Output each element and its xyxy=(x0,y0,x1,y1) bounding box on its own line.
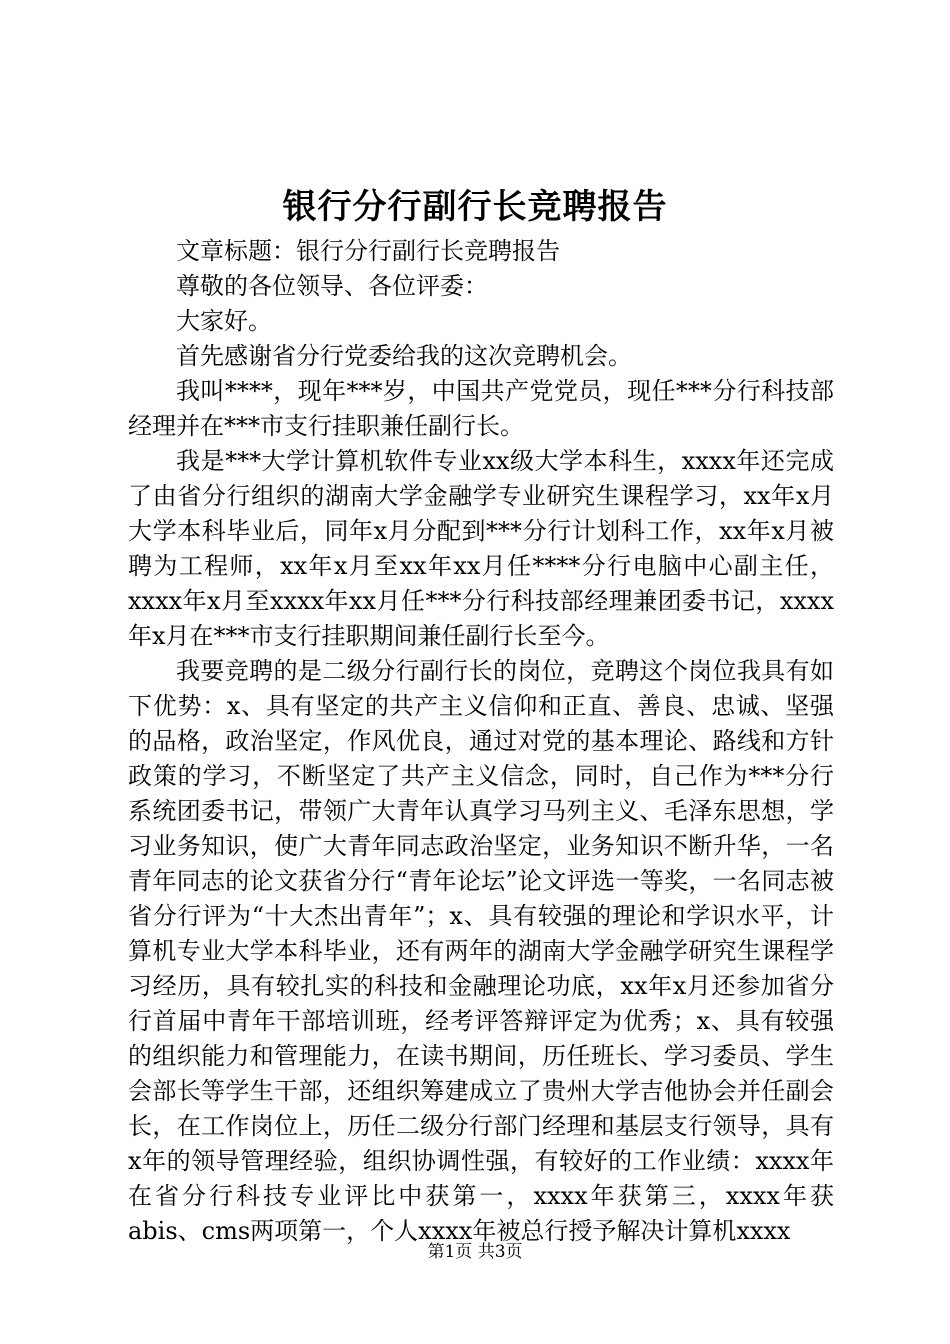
paragraph-article-title: 文章标题：银行分行副行长竞聘报告 xyxy=(176,237,560,265)
paragraph-greeting: 大家好。 xyxy=(176,307,272,335)
paragraph-salutation: 尊敬的各位领导、各位评委： xyxy=(176,272,488,300)
paragraph-education-career: 我是***大学计算机软件专业xx级大学本科生，xxxx年还完成了由省分行组织的湖南大学金融学专业研究生课程学习，xx年x月大学本科毕业后，同年x月分配到***分行计划科工作，xx年x月被聘为工程师，xx年x月至xx年xx月任****分行电脑中心副主任，xxxx年x月至xxxx年xx月任***分行科技部经理兼团委书记，xxxx年x月在***市支行挂职期间兼任副行长至今。 xyxy=(128,447,834,650)
document-title: 银行分行副行长竞聘报告 xyxy=(282,187,668,227)
paragraph-advantages: 我要竞聘的是二级分行副行长的岗位，竞聘这个岗位我具有如下优势：x、具有坚定的共产主义信仰和正直、善良、忠诚、坚强的品格，政治坚定，作风优良，通过对党的基本理论、路线和方针政策的学习，不断坚定了共产主义信念，同时，自己作为***分行系统团委书记，带领广大青年认真学习马列主义、毛泽东思想，学习业务知识，使广大青年同志政治坚定，业务知识不断升华，一名青年同志的论文获省分行“青年论坛”论文评选一等奖，一名同志被省分行评为“十大杰出青年”；x、具有较强的理论和学识水平，计算机专业大学本科毕业，还有两年的湖南大学金融学研究生课程学习经历，具有较扎实的科技和金融理论功底，xx年x月还参加省分行首届中青年干部培训班，经考评答辩评定为优秀；x、具有较强的组织能力和管理能力，在读书期间，历任班长、学习委员、学生会部长等学生干部，还组织筹建成立了贵州大学吉他协会并任副会长，在工作岗位上，历任二级分行部门经理和基层支行领导，具有x年的领导管理经验，组织协调性强，有较好的工作业绩：xxxx年在省分行科技专业评比中获第一，xxxx年获第三，xxxx年获abis、cms两项第一，个人xxxx年被总行授予解决计算机xxxx xyxy=(128,657,834,1245)
page-number-footer: 第1页 共3页 xyxy=(427,1242,523,1262)
document-body xyxy=(128,234,834,1249)
paragraph-self-intro: 我叫****，现年***岁，中国共产党党员，现任***分行科技部经理并在***市支行挂职兼任副行长。 xyxy=(128,377,834,440)
paragraph-thanks: 首先感谢省分行党委给我的这次竞聘机会。 xyxy=(176,342,632,370)
